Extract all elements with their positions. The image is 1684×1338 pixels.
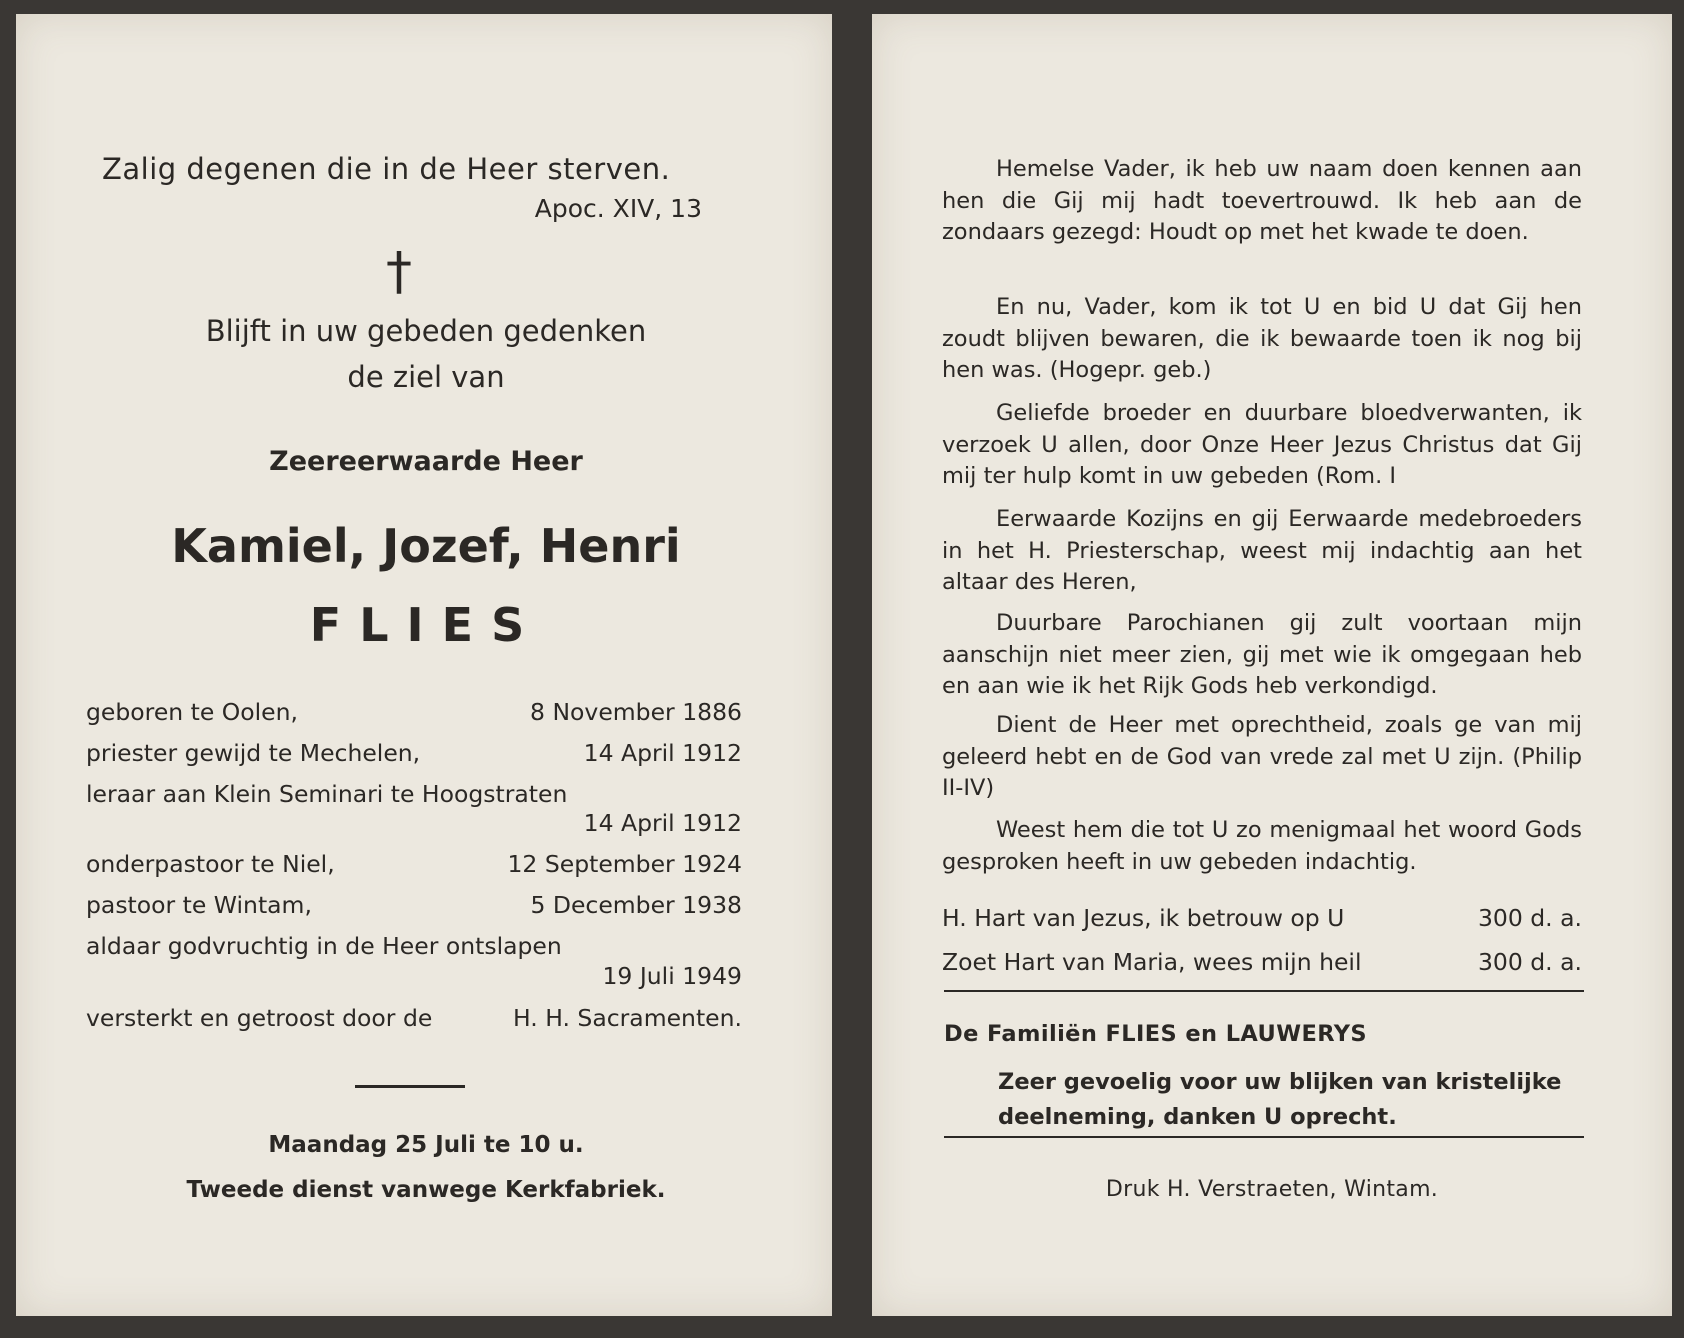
honorific-title: Zeereerwaarde Heer [269,446,583,477]
remember-line-2: de ziel van [347,360,505,394]
prayer-paragraph: Duurbare Parochianen gij zult voortaan mijn aanschijn niet meer zien, gij met wie ik omgegaan heb en aan wie ik het Rijk Gods heb verkondigd. [942,610,1582,699]
cross-icon: † [386,242,412,302]
prayer-paragraph: Hemelse Vader, ik heb uw naam doen kennen aan hen die Gij mij hadt toevertrouwd. Ik heb aan de zondaars gezegd: Houdt op met het kwade te doen. [942,156,1582,245]
indulgence-prayer: H. Hart van Jezus, ik betrouw op U [942,904,1345,932]
life-event: pastoor te Wintam, [86,891,312,919]
surname: FLIES [309,598,543,652]
divider [944,1136,1584,1138]
service-note: Tweede dienst vanwege Kerkfabriek. [186,1177,666,1203]
life-event-date: H. H. Sacramenten. [513,1004,742,1032]
life-event-date: 14 April 1912 [583,739,742,767]
indulgence-days: 300 d. a. [1477,904,1582,932]
life-event-date: 14 April 1912 [583,809,742,837]
given-names: Kamiel, Jozef, Henri [171,519,681,573]
life-event: versterkt en getroost door de [86,1004,433,1032]
prayer-paragraph: Dient de Heer met oprechtheid, zoals ge van mij geleerd hebt en de God van vrede zal met U zijn. (Philip II-IV) [942,712,1582,801]
prayer-paragraph: Weest hem die tot U zo menigmaal het woord Gods gesproken heeft in uw gebeden indachtig. [942,817,1582,875]
life-event-date: 5 December 1938 [530,891,742,919]
indulgence-days: 300 d. a. [1477,948,1582,976]
bible-verse: Zalig degenen die in de Heer sterven. [102,152,671,186]
verse-reference: Apoc. XIV, 13 [534,194,702,223]
service-time: Maandag 25 Juli te 10 u. [268,1132,584,1158]
thanks-message: Zeer gevoelig voor uw blijken van kristelijke deelneming, danken U oprecht. [998,1069,1562,1130]
life-event: leraar aan Klein Seminari te Hoogstraten [86,780,568,808]
prayer-paragraph: Geliefde broeder en duurbare bloedverwanten, ik verzoek U allen, door Onze Heer Jezus Christus dat Gij mij ter hulp komt in uw gebeden (Rom. I [942,400,1582,489]
divider [944,990,1584,992]
divider [355,1085,465,1088]
life-event-date: 19 Juli 1949 [602,962,742,990]
printer-credit: Druk H. Verstraeten, Wintam. [1105,1177,1439,1202]
life-event-date: 12 September 1924 [507,850,742,878]
family-names: De Familiën FLIES en LAUWERYS [944,1021,1368,1047]
remember-line-1: Blijft in uw gebeden gedenken [205,314,647,348]
memorial-card-back [872,14,1672,1316]
prayer-paragraph: Eerwaarde Kozijns en gij Eerwaarde medebroeders in het H. Priesterschap, weest mij indachtig aan het altaar des Heren, [942,506,1582,595]
life-event: aldaar godvruchtig in de Heer ontslapen [86,932,562,960]
prayer-paragraph: En nu, Vader, kom ik tot U en bid U dat Gij hen zoudt blijven bewaren, die ik bewaarde toen ik nog bij hen was. (Hogepr. geb.) [942,294,1582,383]
memorial-card-front [16,14,832,1316]
life-event: geboren te Oolen, [86,698,299,726]
indulgence-prayer: Zoet Hart van Maria, wees mijn heil [942,948,1362,976]
life-event: onderpastoor te Niel, [86,850,335,878]
life-event-date: 8 November 1886 [530,698,742,726]
life-event: priester gewijd te Mechelen, [86,739,421,767]
